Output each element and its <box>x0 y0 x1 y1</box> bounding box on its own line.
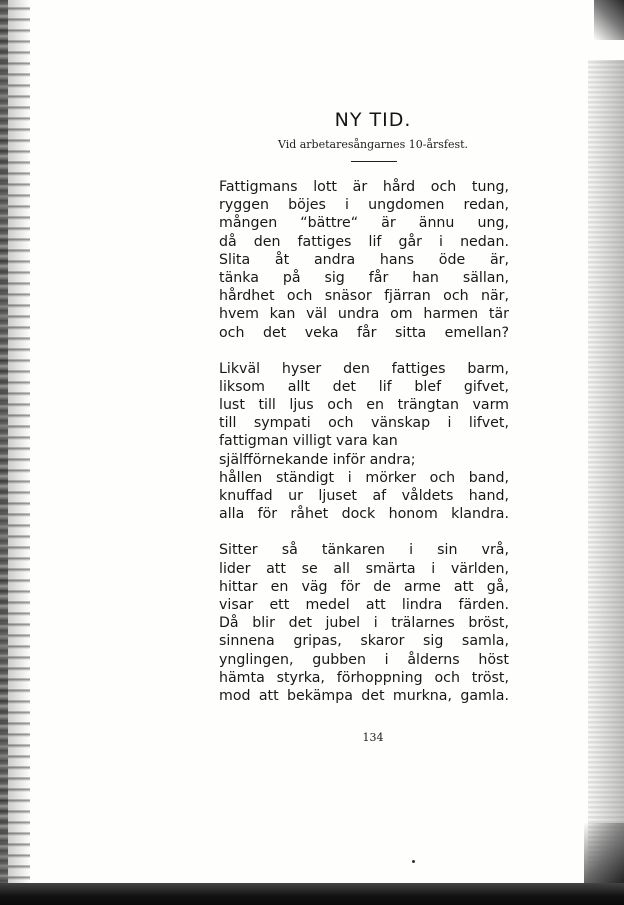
poem-line: mod att bekämpa det murkna, gamla. <box>219 687 509 704</box>
poem-line: hämta styrka, förhoppning och tröst, <box>219 669 509 686</box>
poem-line: då den fattiges lif går i nedan. <box>219 233 509 250</box>
poem-line: lust till ljus och en trängtan varm <box>219 397 509 414</box>
poem-line: sinnena gripas, skaror sig samla, <box>219 633 509 650</box>
poem-line: hårdhet och snäsor fjärran och när, <box>219 288 509 305</box>
stanza-1 <box>219 178 509 342</box>
poem-line: hvem kan väl undra om harmen tär <box>219 306 509 323</box>
scan-corner-bottom-right <box>584 823 624 883</box>
scan-edge-bottom <box>0 883 624 905</box>
poem-line: Fattigmans lott är hård och tung, <box>219 179 509 195</box>
poem-line: liksom allt det lif blef gifvet, <box>219 378 509 395</box>
poem-line: lider att se all smärta i världen, <box>219 560 509 577</box>
poem-line: hittar en väg för de arme att gå, <box>219 578 509 595</box>
poem-line: Då blir det jubel i trälarnes bröst, <box>219 615 509 632</box>
poem-title: NY TID. <box>334 109 412 131</box>
scan-edge-left-shadow <box>0 0 8 905</box>
poem-line: själfförnekande inför andra; <box>219 451 416 468</box>
poem-line: till sympati och vänskap i lifvet, <box>219 415 509 432</box>
poem-line: fattigman villigt vara kan <box>219 433 398 450</box>
ink-speck <box>412 860 415 863</box>
poem-line: och det veka får sitta emellan? <box>219 324 509 341</box>
poem-line: Likväl hyser den fattiges barm, <box>219 360 509 377</box>
poem-line: Sitter så tänkaren i sin vrå, <box>219 542 509 559</box>
poem-line: alla för råhet dock honom klandra. <box>219 506 509 523</box>
poem-line: Slita åt andra hans öde är, <box>219 251 509 268</box>
poem-line: tänka på sig får han sällan, <box>219 269 509 286</box>
poem-line: mången “bättre“ är ännu ung, <box>219 215 509 232</box>
scan-edge-right <box>588 60 624 890</box>
poem-subtitle: Vid arbetaresångarnes 10-årsfest. <box>277 138 469 151</box>
page-number: 134 <box>362 731 384 744</box>
poem-line: hållen ständigt i mörker och band, <box>219 469 509 486</box>
poem-line: visar ett medel att lindra färden. <box>219 596 509 613</box>
poem-line: ryggen böjes i ungdomen redan, <box>219 197 509 214</box>
stanza-2 <box>219 360 509 524</box>
scan-corner-top-right <box>594 0 624 40</box>
poem-line: ynglingen, gubben i ålderns höst <box>219 651 509 668</box>
poem-body <box>219 178 509 723</box>
title-divider <box>351 161 397 162</box>
poem-line: knuffad ur ljuset af våldets hand, <box>219 488 509 504</box>
stanza-3 <box>219 541 509 705</box>
